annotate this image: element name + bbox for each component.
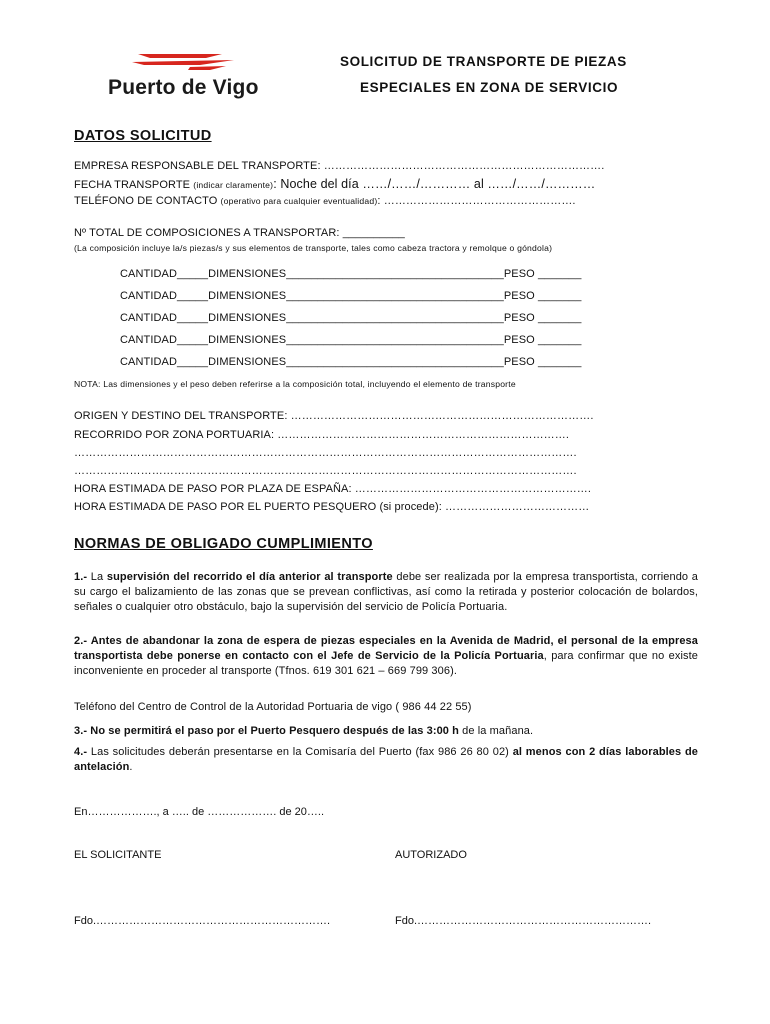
norma-2-text: , para confirmar que no existe inconveniente en proceder al transporte (Tfnos. 619 301 621 – 669 799 306). <box>74 650 698 677</box>
telefono-value: : ……………………………………………. <box>377 195 576 207</box>
norma-1-text-b: debe ser realizada por la empresa transportista, corriendo a su cargo el balizamiento de las zonas que se prevean conflictivas, así como la retirada y posterior colocación de bolardos, señales o cualquier otro obstáculo, bajo la supervisión del servicio de Policía Portuaria. <box>74 571 698 613</box>
norma-1 <box>74 570 698 615</box>
norma-1-number: 1.- <box>74 571 88 583</box>
norma-4-bold: al menos con 2 días laborables de antelación <box>74 746 699 773</box>
num-composiciones-field[interactable]: Nº TOTAL DE COMPOSICIONES A TRANSPORTAR: __________ <box>74 227 405 239</box>
norma-3-text: de la mañana. <box>459 725 534 737</box>
autorizado-label: AUTORIZADO <box>395 849 467 861</box>
composicion-row-1[interactable]: CANTIDAD_____DIMENSIONES___________________________________PESO _______ <box>120 268 582 280</box>
fecha-label: FECHA TRANSPORTE <box>74 179 191 191</box>
nota-dimensiones: NOTA: Las dimensiones y el peso deben referirse a la composición total, incluyendo el elemento de transporte <box>74 379 516 389</box>
telefono-centro-control: Teléfono del Centro de Control de la Autoridad Portuaria de vigo ( 986 44 22 55) <box>74 701 472 713</box>
norma-4-number: 4.- <box>74 746 88 758</box>
hora-plaza-espana-field[interactable]: HORA ESTIMADA DE PASO POR PLAZA DE ESPAÑA: ………………………………………………………. <box>74 483 592 495</box>
puerto-de-vigo-logo <box>100 48 280 104</box>
norma-4-end: . <box>129 761 133 773</box>
recorrido-line-2[interactable]: ………………………………………………………………………………………………………………………. <box>74 447 577 459</box>
composicion-row-2[interactable]: CANTIDAD_____DIMENSIONES___________________________________PESO _______ <box>120 290 582 302</box>
telefono-label: TELÉFONO DE CONTACTO <box>74 195 218 207</box>
logo-text: Puerto de Vigo <box>108 76 259 99</box>
firma-solicitante-field[interactable]: Fdo.………………………………………………………. <box>74 915 331 927</box>
norma-3 <box>74 724 698 739</box>
norma-2 <box>74 634 698 679</box>
norma-4 <box>74 745 698 775</box>
composicion-row-5[interactable]: CANTIDAD_____DIMENSIONES___________________________________PESO _______ <box>120 356 582 368</box>
recorrido-line-3[interactable]: ………………………………………………………………………………………………………………………. <box>74 465 577 477</box>
recorrido-field[interactable]: RECORRIDO POR ZONA PORTUARIA: ……………………………………………………………………. <box>74 429 570 441</box>
composicion-note: (La composición incluye la/s piezas/s y sus elementos de transporte, tales como cabeza tractora y remolque o góndola) <box>74 243 553 253</box>
solicitante-label: EL SOLICITANTE <box>74 849 162 861</box>
telefono-note: (operativo para cualquier eventualidad) <box>220 196 378 206</box>
form-title-line1: SOLICITUD DE TRANSPORTE DE PIEZAS <box>340 54 627 69</box>
fecha-field[interactable] <box>74 177 595 191</box>
firma-autorizado-field[interactable]: Fdo.………………………………………………………. <box>395 915 652 927</box>
norma-2-bold: 2.- Antes de abandonar la zona de espera de piezas especiales en la Avenida de Madrid, el personal de la empresa transportista debe ponerse en contacto con el Jefe de Servicio de la Policía Portuaria <box>74 635 698 662</box>
composicion-row-3[interactable]: CANTIDAD_____DIMENSIONES___________________________________PESO _______ <box>120 312 582 324</box>
telefono-field[interactable] <box>74 195 576 207</box>
fecha-value: : Noche del día ……/……/………… al ……/……/………… <box>273 177 596 191</box>
norma-1-bold: supervisión del recorrido el día anterior al transporte <box>106 571 393 583</box>
hora-puerto-pesquero-field[interactable]: HORA ESTIMADA DE PASO POR EL PUERTO PESQUERO (si procede): ………………………………… <box>74 501 590 513</box>
normas-heading: NORMAS DE OBLIGADO CUMPLIMIENTO <box>74 536 373 552</box>
norma-1-text-a: La <box>87 571 107 583</box>
form-title-line2: ESPECIALES EN ZONA DE SERVICIO <box>360 80 619 95</box>
datos-heading: DATOS SOLICITUD <box>74 128 212 144</box>
empresa-field[interactable]: EMPRESA RESPONSABLE DEL TRANSPORTE: …………………………………………………………………. <box>74 160 605 172</box>
lugar-fecha-field[interactable]: En………………., a ….. de ………………. de 20….. <box>74 806 325 818</box>
fecha-note: (indicar claramente) <box>193 180 274 190</box>
norma-4-text: Las solicitudes deberán presentarse en la Comisaría del Puerto (fax 986 26 80 02) <box>87 746 513 758</box>
origen-destino-field[interactable]: ORIGEN Y DESTINO DEL TRANSPORTE: ………………………………………………………………………. <box>74 410 594 422</box>
norma-3-bold: 3.- No se permitirá el paso por el Puerto Pesquero después de las 3:00 h <box>74 725 459 737</box>
logo-wave-icon <box>130 50 240 74</box>
composicion-row-4[interactable]: CANTIDAD_____DIMENSIONES___________________________________PESO _______ <box>120 334 582 346</box>
